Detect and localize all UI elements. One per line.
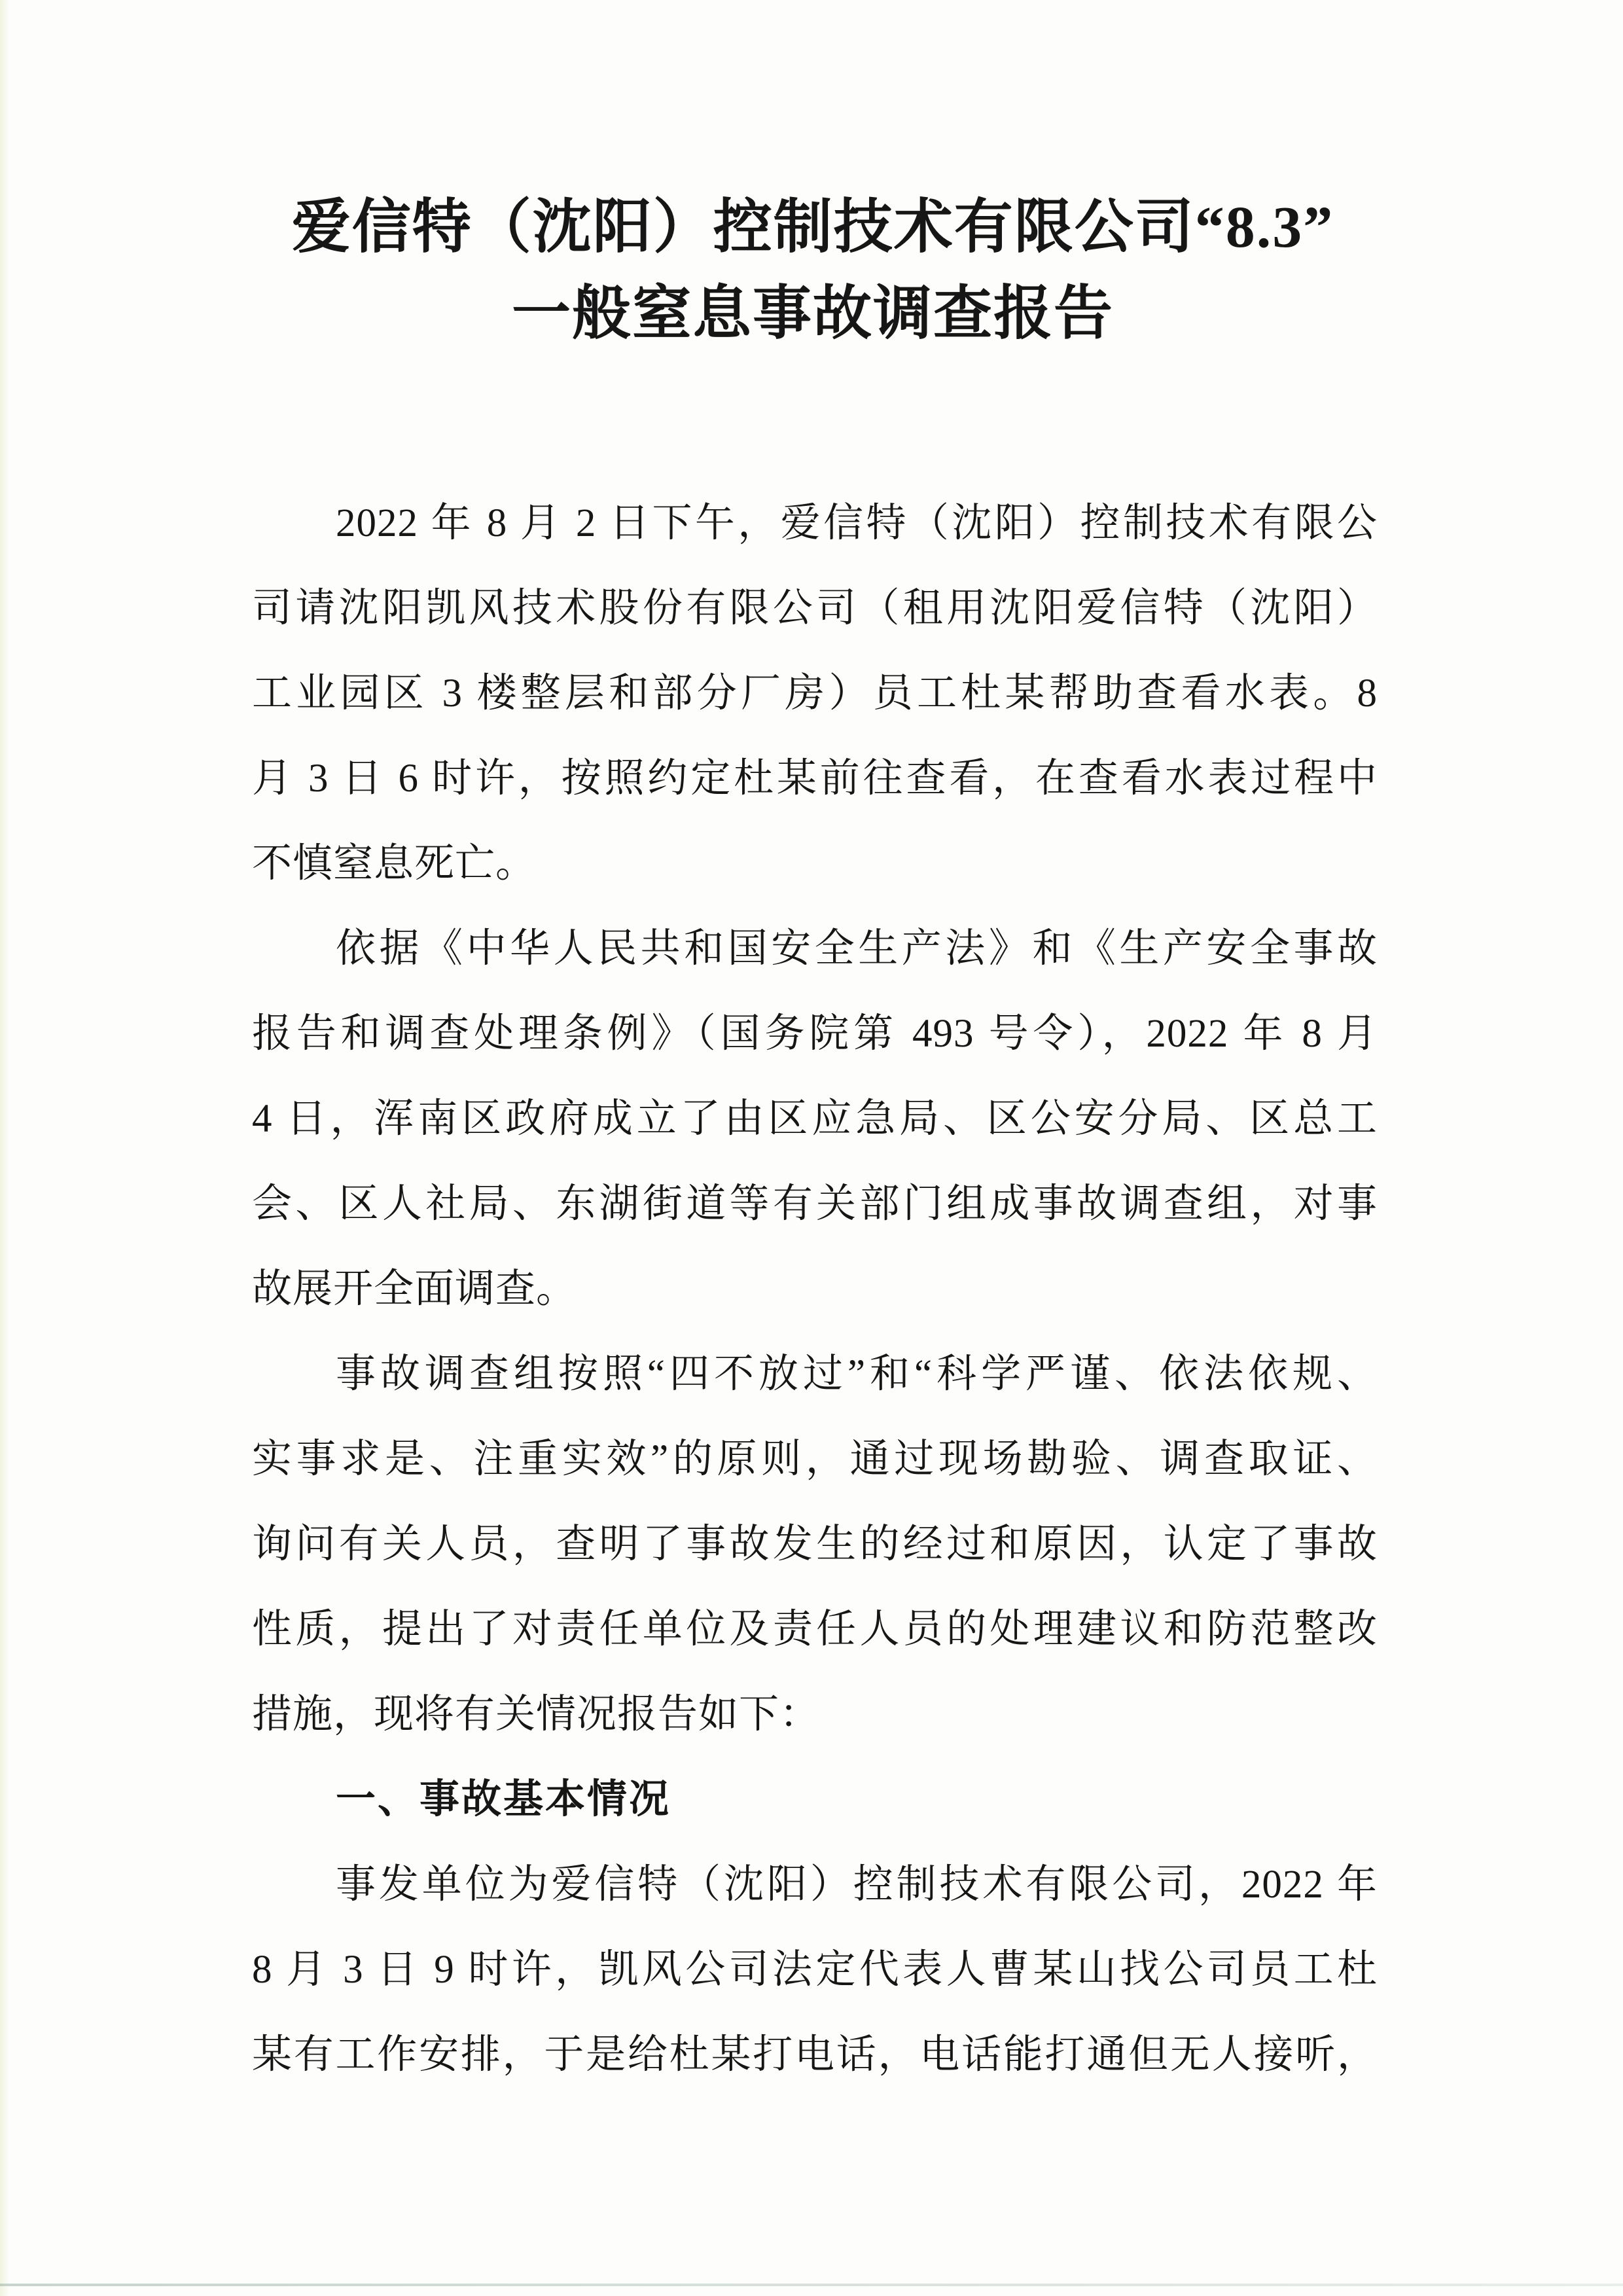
paragraph-line: 报告和调查处理条例》（国务院第 493 号令），2022 年 8 月 bbox=[252, 1012, 1378, 1056]
paragraph-line: 故展开全面调查。 bbox=[252, 1267, 577, 1311]
title-line: 爱信特（沈阳）控制技术有限公司“8.3” bbox=[291, 195, 1334, 260]
paragraph-line: 事故调查组按照“四不放过”和“科学严谨、依法依规、 bbox=[336, 1352, 1378, 1396]
paragraph-line: 询问有关人员，查明了事故发生的经过和原因，认定了事故 bbox=[252, 1522, 1378, 1566]
document-body bbox=[252, 481, 1378, 2098]
paragraph-line: 依据《中华人民共和国安全生产法》和《生产安全事故 bbox=[336, 927, 1378, 971]
paragraph-line: 月 3 日 6 时许，按照约定杜某前往查看，在查看水表过程中 bbox=[252, 757, 1378, 800]
paragraph-line: 不慎窒息死亡。 bbox=[252, 842, 537, 886]
paragraph-line: 会、区人社局、东湖街道等有关部门组成事故调查组，对事 bbox=[252, 1182, 1378, 1226]
document-title bbox=[249, 185, 1377, 357]
paragraph-line: 措施，现将有关情况报告如下： bbox=[252, 1693, 821, 1736]
paragraph-line: 某有工作安排，于是给杜某打电话，电话能打通但无人接听， bbox=[252, 2033, 1378, 2077]
scan-artifact-line bbox=[0, 2284, 1623, 2286]
paragraph-line: 4 日，浑南区政府成立了由区应急局、区公安分局、区总工 bbox=[252, 1097, 1378, 1141]
paragraph-line: 工业园区 3 楼整层和部分厂房）员工杜某帮助查看水表。8 bbox=[252, 672, 1378, 715]
paragraph-line: 事发单位为爱信特（沈阳）控制技术有限公司，2022 年 bbox=[336, 1863, 1378, 1907]
paragraph-line: 实事求是、注重实效”的原则，通过现场勘验、调查取证、 bbox=[252, 1437, 1378, 1481]
paragraph-line: 性质，提出了对责任单位及责任人员的处理建议和防范整改 bbox=[252, 1607, 1378, 1651]
paragraph-line: 2022 年 8 月 2 日下午，爱信特（沈阳）控制技术有限公 bbox=[336, 501, 1378, 545]
paragraph-line: 8 月 3 日 9 时许，凯风公司法定代表人曹某山找公司员工杜 bbox=[252, 1948, 1378, 1992]
scan-edge-strip bbox=[0, 0, 9, 2296]
paragraph-line: 司请沈阳凯风技术股份有限公司（租用沈阳爱信特（沈阳） bbox=[252, 586, 1378, 630]
section-heading: 一、事故基本情况 bbox=[336, 1778, 671, 1821]
title-line: 一般窒息事故调查报告 bbox=[512, 281, 1114, 346]
